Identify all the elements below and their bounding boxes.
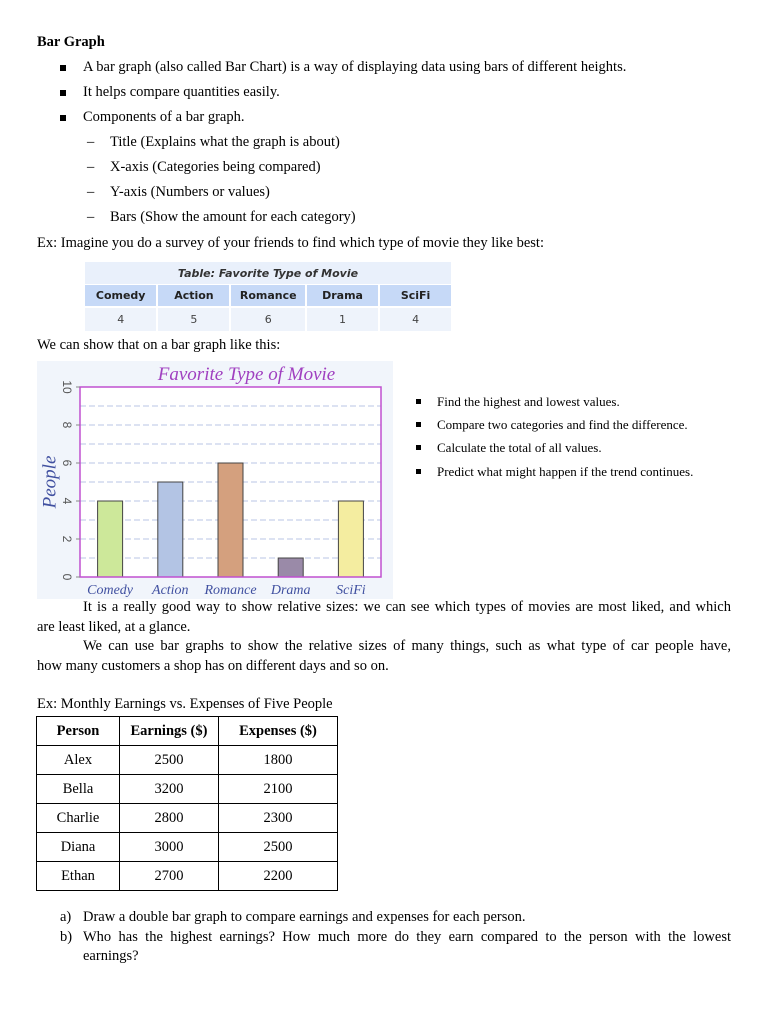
bullet-marker — [416, 422, 421, 427]
bullet-components: Components of a bar graph. — [83, 109, 245, 125]
side-bullet-total: Calculate the total of all values. — [437, 440, 602, 455]
movie-table — [85, 262, 451, 331]
movie-table-header: Action — [157, 285, 230, 308]
dash-marker: – — [87, 134, 95, 150]
x-tick-label: SciFi — [336, 583, 366, 598]
table-row — [37, 804, 338, 833]
table-row — [37, 775, 338, 804]
example1-intro: Ex: Imagine you do a survey of your friends to find which type of movie they like best: — [37, 235, 544, 251]
dash-marker: – — [87, 209, 95, 225]
question-b-marker: b) — [60, 929, 73, 945]
show-text: We can show that on a bar graph like this: — [37, 337, 281, 353]
example2-title: Ex: Monthly Earnings vs. Expenses of Five People — [37, 696, 333, 712]
expenses-cell: 1800 — [219, 746, 338, 775]
earnings-table-header: Expenses ($) — [219, 717, 338, 746]
bullet-compare: It helps compare quantities easily. — [83, 84, 280, 100]
chart-svg — [37, 361, 393, 599]
x-tick-label: Romance — [204, 583, 257, 598]
movie-table-header: Drama — [306, 285, 379, 308]
movie-table-header: Romance — [230, 285, 306, 308]
question-a-marker: a) — [60, 909, 72, 925]
paragraph2-line2: how many customers a shop has on different days and so on. — [37, 658, 389, 674]
y-tick-label: 6 — [59, 459, 74, 467]
bullet-marker — [416, 469, 421, 474]
expenses-cell: 2500 — [219, 833, 338, 862]
bullet-marker — [60, 90, 66, 96]
table-row — [37, 862, 338, 891]
component-xaxis: X-axis (Categories being compared) — [110, 159, 321, 175]
side-bullet-predict: Predict what might happen if the trend continues. — [437, 464, 694, 479]
table-row — [37, 746, 338, 775]
person-cell: Charlie — [37, 804, 120, 833]
expenses-cell: 2200 — [219, 862, 338, 891]
paragraph2-line1: We can use bar graphs to show the relative sizes of many things, such as what type of car people have, — [83, 638, 731, 654]
person-cell: Bella — [37, 775, 120, 804]
y-tick-label: 8 — [59, 421, 74, 429]
side-bullet-compare: Compare two categories and find the difference. — [437, 417, 688, 432]
earnings-cell: 2800 — [120, 804, 219, 833]
bar-drama — [278, 558, 303, 577]
movie-table-value: 1 — [306, 307, 379, 331]
section-title: Bar Graph — [37, 34, 105, 50]
person-cell: Ethan — [37, 862, 120, 891]
earnings-cell: 2500 — [120, 746, 219, 775]
paragraph1-line2: are least liked, at a glance. — [37, 619, 191, 635]
x-tick-label: Action — [152, 583, 189, 598]
bar-romance — [218, 463, 243, 577]
bullet-marker — [416, 445, 421, 450]
movie-table-header: SciFi — [379, 285, 451, 308]
paragraph1-line1: It is a really good way to show relative sizes: we can see which types of movies are most liked, and which — [83, 599, 731, 615]
side-bullet-highest-lowest: Find the highest and lowest values. — [437, 394, 620, 409]
movie-table-caption: Table: Favorite Type of Movie — [85, 262, 451, 285]
movie-table-value: 4 — [379, 307, 451, 331]
y-axis-label: People — [39, 455, 61, 509]
person-cell: Alex — [37, 746, 120, 775]
earnings-cell: 3200 — [120, 775, 219, 804]
question-b-line1: Who has the highest earnings? How much more do they earn compared to the person with the lowest — [83, 929, 731, 945]
component-bars: Bars (Show the amount for each category) — [110, 209, 356, 225]
bar-comedy — [98, 501, 123, 577]
bullet-definition: A bar graph (also called Bar Chart) is a way of displaying data using bars of different heights. — [83, 59, 627, 75]
person-cell: Diana — [37, 833, 120, 862]
movie-table-value: 4 — [85, 307, 157, 331]
question-b-line2: earnings? — [83, 948, 139, 964]
x-tick-label: Drama — [270, 583, 311, 598]
y-tick-label: 2 — [59, 535, 74, 543]
earnings-table-header: Earnings ($) — [120, 717, 219, 746]
earnings-table-header: Person — [37, 717, 120, 746]
movie-bar-chart — [37, 361, 393, 599]
x-tick-label: Comedy — [87, 583, 134, 598]
movie-table-header: Comedy — [85, 285, 157, 308]
movie-table-value: 5 — [157, 307, 230, 331]
y-tick-label: 10 — [59, 380, 74, 394]
bar-scifi — [338, 501, 363, 577]
movie-table-value: 6 — [230, 307, 306, 331]
question-a-text: Draw a double bar graph to compare earnings and expenses for each person. — [83, 909, 526, 925]
table-row — [37, 833, 338, 862]
earnings-table — [36, 716, 338, 891]
earnings-cell: 2700 — [120, 862, 219, 891]
bullet-marker — [416, 399, 421, 404]
expenses-cell: 2300 — [219, 804, 338, 833]
y-tick-label: 0 — [59, 573, 74, 581]
bullet-marker — [60, 115, 66, 121]
earnings-cell: 3000 — [120, 833, 219, 862]
component-title: Title (Explains what the graph is about) — [110, 134, 340, 150]
bullet-marker — [60, 65, 66, 71]
chart-title: Favorite Type of Movie — [157, 364, 336, 385]
expenses-cell: 2100 — [219, 775, 338, 804]
dash-marker: – — [87, 159, 95, 175]
dash-marker: – — [87, 184, 95, 200]
y-tick-label: 4 — [59, 497, 74, 505]
bar-action — [158, 482, 183, 577]
component-yaxis: Y-axis (Numbers or values) — [110, 184, 270, 200]
